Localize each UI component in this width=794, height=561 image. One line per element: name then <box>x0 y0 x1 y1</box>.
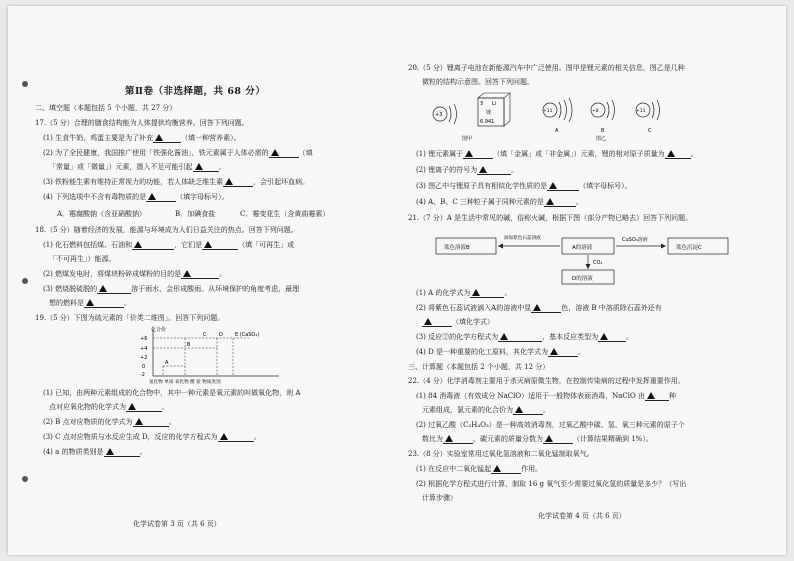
question-17-2-cont: 「常量」或「微量」）元素，摄入不足可能引起 。 <box>49 163 226 171</box>
triangle-marker-icon <box>493 465 501 472</box>
answer-blank[interactable] <box>223 178 253 187</box>
tick-label: -2 <box>140 372 145 378</box>
figure-caption: 图甲 <box>462 136 473 142</box>
answer-blank[interactable] <box>181 270 219 279</box>
chart-y-label: 化合价 <box>151 327 167 333</box>
lithium-atom-diagram <box>433 104 457 124</box>
particle-b-diagram <box>591 100 615 134</box>
triangle-marker-icon <box>225 178 233 185</box>
triangle-marker-icon <box>271 149 279 156</box>
triangle-marker-icon <box>515 406 523 413</box>
tick-label: +2 <box>140 355 148 361</box>
question-20-3: (3) 图乙中与锂原子具有相似化学性质的是 （填字母标号）。 <box>416 182 632 190</box>
section-heading: 三、计算题（本题包括 2 个小题，共 12 分） <box>408 363 550 371</box>
triangle-marker-icon <box>550 348 558 355</box>
diagram-axes <box>153 330 279 376</box>
answer-blank[interactable] <box>443 435 473 444</box>
svg-text:+11: +11 <box>636 109 646 114</box>
svg-text:CO₂: CO₂ <box>593 260 603 266</box>
question-19-2: (2) B 点对应物质的化学式为 。 <box>43 418 176 426</box>
triangle-marker-icon <box>195 163 203 170</box>
question-20-stem: 20.（5 分）锂离子电池在新能源汽车中广泛使用。图甲是锂元素的相关信息，图乙是几种 <box>408 64 685 72</box>
triangle-marker-icon <box>106 448 114 455</box>
point-label: C <box>203 332 207 338</box>
question-18-2: (2) 燃煤发电时，将煤块粉碎成煤粉的目的是 。 <box>43 270 227 278</box>
answer-blank[interactable] <box>422 318 452 327</box>
element-cell-lithium <box>478 93 510 126</box>
question-20-1: (1) 锂元素属于 （填「金属」或「非金属」）元素，锂的相对原子质量为 。 <box>416 150 698 158</box>
reaction-flow-diagram <box>416 228 756 286</box>
question-18-1-cont: 「不可再生」）能源。 <box>49 255 116 263</box>
question-19-1-cont: 点对应氧化物的化学式为 。 <box>49 403 169 411</box>
question-19-1: (1) 已知，由两种元素组成的化合物中，其中一种元素是氧元素的叫做氧化物，则 A <box>43 389 301 397</box>
question-17-3: (3) 铁粉能生素有维持正常视力的功能，若人体缺乏维生素 ，会引起坏血病。 <box>43 178 310 186</box>
answer-blank[interactable] <box>202 241 238 250</box>
answer-blank[interactable] <box>84 299 124 308</box>
box-d-solution <box>562 270 614 284</box>
svg-text:B: B <box>601 128 605 134</box>
binding-hole <box>22 476 28 482</box>
answer-blank[interactable] <box>547 182 579 191</box>
arrow-two <box>616 236 666 249</box>
box-blue-precipitate-c <box>668 238 728 254</box>
triangle-marker-icon <box>600 333 608 340</box>
tick-label: +4 <box>140 346 148 352</box>
atom-structure-figure <box>418 92 778 144</box>
triangle-marker-icon <box>148 193 156 200</box>
box-a-solution <box>562 238 614 254</box>
page-footer: 化学试卷第 4 页（共 6 页） <box>538 512 626 520</box>
question-18-stem: 18.（5 分）随着经济的发展，能源与环境成为人们日益关注的热点。回答下列问题。 <box>35 226 298 234</box>
question-17-4: (4) 下列选项中不含有毒物质的是 （填字母标号）。 <box>43 193 229 201</box>
option-c: C．霉变花生（含黄曲霉素） <box>240 210 330 218</box>
answer-blank[interactable] <box>146 193 176 202</box>
answer-blank[interactable] <box>218 433 254 442</box>
svg-text:锂: 锂 <box>486 110 492 116</box>
triangle-marker-icon <box>155 134 163 141</box>
question-22-1-cont: 元素组成，氯元素的化合价为 。 <box>422 406 550 414</box>
answer-blank[interactable] <box>598 333 626 342</box>
question-21-2: (2) 将紫色石蕊试液滴入A的溶液中显 色，溶液 B 中溶质除石蕊外还有 <box>416 304 662 312</box>
point-label: E (CaSO₄) <box>235 332 260 338</box>
question-22-stem: 22.（4 分）化学消毒剂主要用于杀灭病原微生物，在控制传染病的过程中发挥重要作用。 <box>408 377 685 385</box>
answer-blank[interactable] <box>193 163 219 172</box>
answer-blank[interactable] <box>531 304 561 313</box>
exam-sheet <box>8 6 786 555</box>
question-21-1: (1) A 的化学式为 。 <box>416 289 512 297</box>
binding-hole <box>22 81 28 87</box>
question-18-1: (1) 化石燃料包括煤、石油和 ，它们是 （填「可再生」或 <box>43 241 295 249</box>
question-18-3-cont: 想的燃料是 。 <box>49 299 131 307</box>
answer-blank[interactable] <box>645 392 669 401</box>
question-22-2: (2) 过氧乙酸（C₂H₄O₃）是一种高效消毒剂，过氧乙酸中碳、氢、氧三种元素的原子个 <box>416 421 685 429</box>
page-footer: 化学试卷第 3 页（共 6 页） <box>133 520 221 528</box>
tick-label: 0 <box>142 364 146 370</box>
tick-label: +6 <box>140 336 148 342</box>
point-label: D <box>219 332 223 338</box>
answer-blank[interactable] <box>544 198 576 207</box>
svg-text:Li: Li <box>492 101 497 107</box>
option-b: B．加碘食盐 <box>175 210 216 218</box>
question-23-2: (2) 根据化学方程式进行计算，制取 16 g 氧气至少需要过氧化氢的质量是多少？（写出 <box>416 480 687 488</box>
svg-text:滴加紫色石蕊溶液: 滴加紫色石蕊溶液 <box>504 236 541 241</box>
answer-blank[interactable] <box>513 406 543 415</box>
answer-blank[interactable] <box>104 448 140 457</box>
chart-x-label: 氢化物 单质 氧化物 酸 盐 物质类别 <box>149 380 221 384</box>
question-19-4: (4) a 的物质类别是 。 <box>43 448 147 456</box>
answer-blank[interactable] <box>665 150 691 159</box>
triangle-marker-icon <box>465 150 473 157</box>
svg-text:+11: +11 <box>543 109 553 114</box>
answer-blank[interactable] <box>477 166 511 175</box>
question-23-1: (1) 在反应中二氧化锰起 作用。 <box>416 465 543 473</box>
question-23-stem: 23.（8 分）实验室常用过氧化氢溶液和二氧化锰制取氧气。 <box>408 450 594 458</box>
triangle-marker-icon <box>647 392 655 399</box>
particle-c-diagram <box>636 100 660 134</box>
triangle-marker-icon <box>424 318 432 325</box>
arrow-one <box>498 234 560 249</box>
triangle-marker-icon <box>667 150 675 157</box>
question-20-4: (4) A、B、C 三种粒子属于同种元素的是 。 <box>416 198 583 206</box>
triangle-marker-icon <box>204 241 212 248</box>
question-21-stem: 21.（7 分）A 是生活中常见的碱，俗称火碱，根据下图（部分产物已略去）回答下列问题。 <box>408 214 693 222</box>
question-23-2-cont: 计算步骤） <box>422 494 457 502</box>
question-21-2-cont: （填化学式） <box>422 318 494 327</box>
svg-text:A: A <box>555 128 559 134</box>
svg-text:C: C <box>648 128 652 134</box>
triangle-marker-icon <box>479 166 487 173</box>
box-blue-solution-b <box>436 238 496 254</box>
answer-blank[interactable] <box>97 285 131 294</box>
valence-class-diagram <box>131 326 281 384</box>
triangle-marker-icon <box>545 435 553 442</box>
point-label: A <box>165 360 169 366</box>
triangle-marker-icon <box>472 289 480 296</box>
answer-blank[interactable] <box>463 150 493 159</box>
answer-blank[interactable] <box>133 418 169 427</box>
answer-blank[interactable] <box>498 333 542 342</box>
answer-blank[interactable] <box>543 435 573 444</box>
svg-text:+3: +3 <box>435 112 443 118</box>
triangle-marker-icon <box>500 333 508 340</box>
answer-blank[interactable] <box>491 465 521 474</box>
svg-text:6.941: 6.941 <box>480 119 495 125</box>
triangle-marker-icon <box>220 433 228 440</box>
point-label: B <box>187 342 191 348</box>
triangle-marker-icon <box>99 285 107 292</box>
binding-hole <box>22 278 28 284</box>
svg-text:D的溶液: D的溶液 <box>572 276 593 282</box>
question-19-stem: 19.（5 分）下图为硫元素的「价类二维图」。回答下列问题。 <box>35 314 225 322</box>
triangle-marker-icon <box>546 198 554 205</box>
question-18-3: (3) 燃烧脱硫脱的 溶于雨水，会形成酸雨。从环境保护的角度考虑，最理 <box>43 285 300 293</box>
figure-caption: 图乙 <box>596 136 607 142</box>
svg-text:蓝色溶液B: 蓝色溶液B <box>444 245 470 251</box>
question-20-2: (2) 锂离子的符号为 。 <box>416 166 519 174</box>
triangle-marker-icon <box>183 270 191 277</box>
svg-text:+8: +8 <box>592 109 599 114</box>
question-17-1: (1) 生食牛奶、鸡蛋主要是为了补充 （填一种营养素）。 <box>43 134 241 142</box>
answer-blank[interactable] <box>548 348 578 357</box>
triangle-marker-icon <box>533 304 541 311</box>
svg-text:蓝色沉淀C: 蓝色沉淀C <box>676 245 702 251</box>
question-21-3: (3) 反应②的化学方程式为 ，基本反应类型为 。 <box>416 333 634 341</box>
paper-title: 第Ⅱ卷（非选择题，共 68 分） <box>125 86 266 97</box>
triangle-marker-icon <box>128 403 136 410</box>
question-20-stem-cont: 微粒的结构示意图。回答下列问题。 <box>422 78 534 86</box>
svg-text:A的溶液: A的溶液 <box>572 245 593 251</box>
question-17-stem: 17.（5 分）合理的膳食结构能为人体提供均衡营养。回答下列问题。 <box>35 119 249 127</box>
answer-blank[interactable] <box>470 289 504 298</box>
svg-text:CuSO₄溶液: CuSO₄溶液 <box>622 237 648 243</box>
question-19-3: (3) C 点对应物质与水反应生成 D，反应的化学方程式为 。 <box>43 433 261 441</box>
answer-blank[interactable] <box>153 134 181 143</box>
svg-text:3: 3 <box>480 101 484 107</box>
question-17-2: (2) 为了全民健康，我国推广使用「铁强化酱油」，铁元素属于人体必需的 （填 <box>43 149 313 157</box>
question-22-2-cont: 数比为 ，碳元素的质量分数为 （计算结果精确到 1%）。 <box>422 435 653 443</box>
triangle-marker-icon <box>86 299 94 306</box>
triangle-marker-icon <box>135 418 143 425</box>
answer-blank[interactable] <box>126 403 162 412</box>
question-22-1: (1) 84 消毒液（有效成分 NaClO）适用于一般物体表面消毒，NaClO 由 种 <box>416 392 676 400</box>
triangle-marker-icon <box>445 435 453 442</box>
triangle-marker-icon <box>549 182 557 189</box>
option-a: A．霉腐酸钠（含亚硝酸钠） <box>57 210 147 218</box>
arrow-three <box>586 255 603 269</box>
particle-a-diagram <box>543 98 572 134</box>
answer-blank[interactable] <box>269 149 299 158</box>
question-21-4: (4) D 是一种重要的化工原料，其化学式为 。 <box>416 348 585 356</box>
section-heading: 二、填空题（本题包括 5 个小题，共 27 分） <box>35 104 177 112</box>
triangle-marker-icon <box>134 241 142 248</box>
answer-blank[interactable] <box>132 241 174 250</box>
